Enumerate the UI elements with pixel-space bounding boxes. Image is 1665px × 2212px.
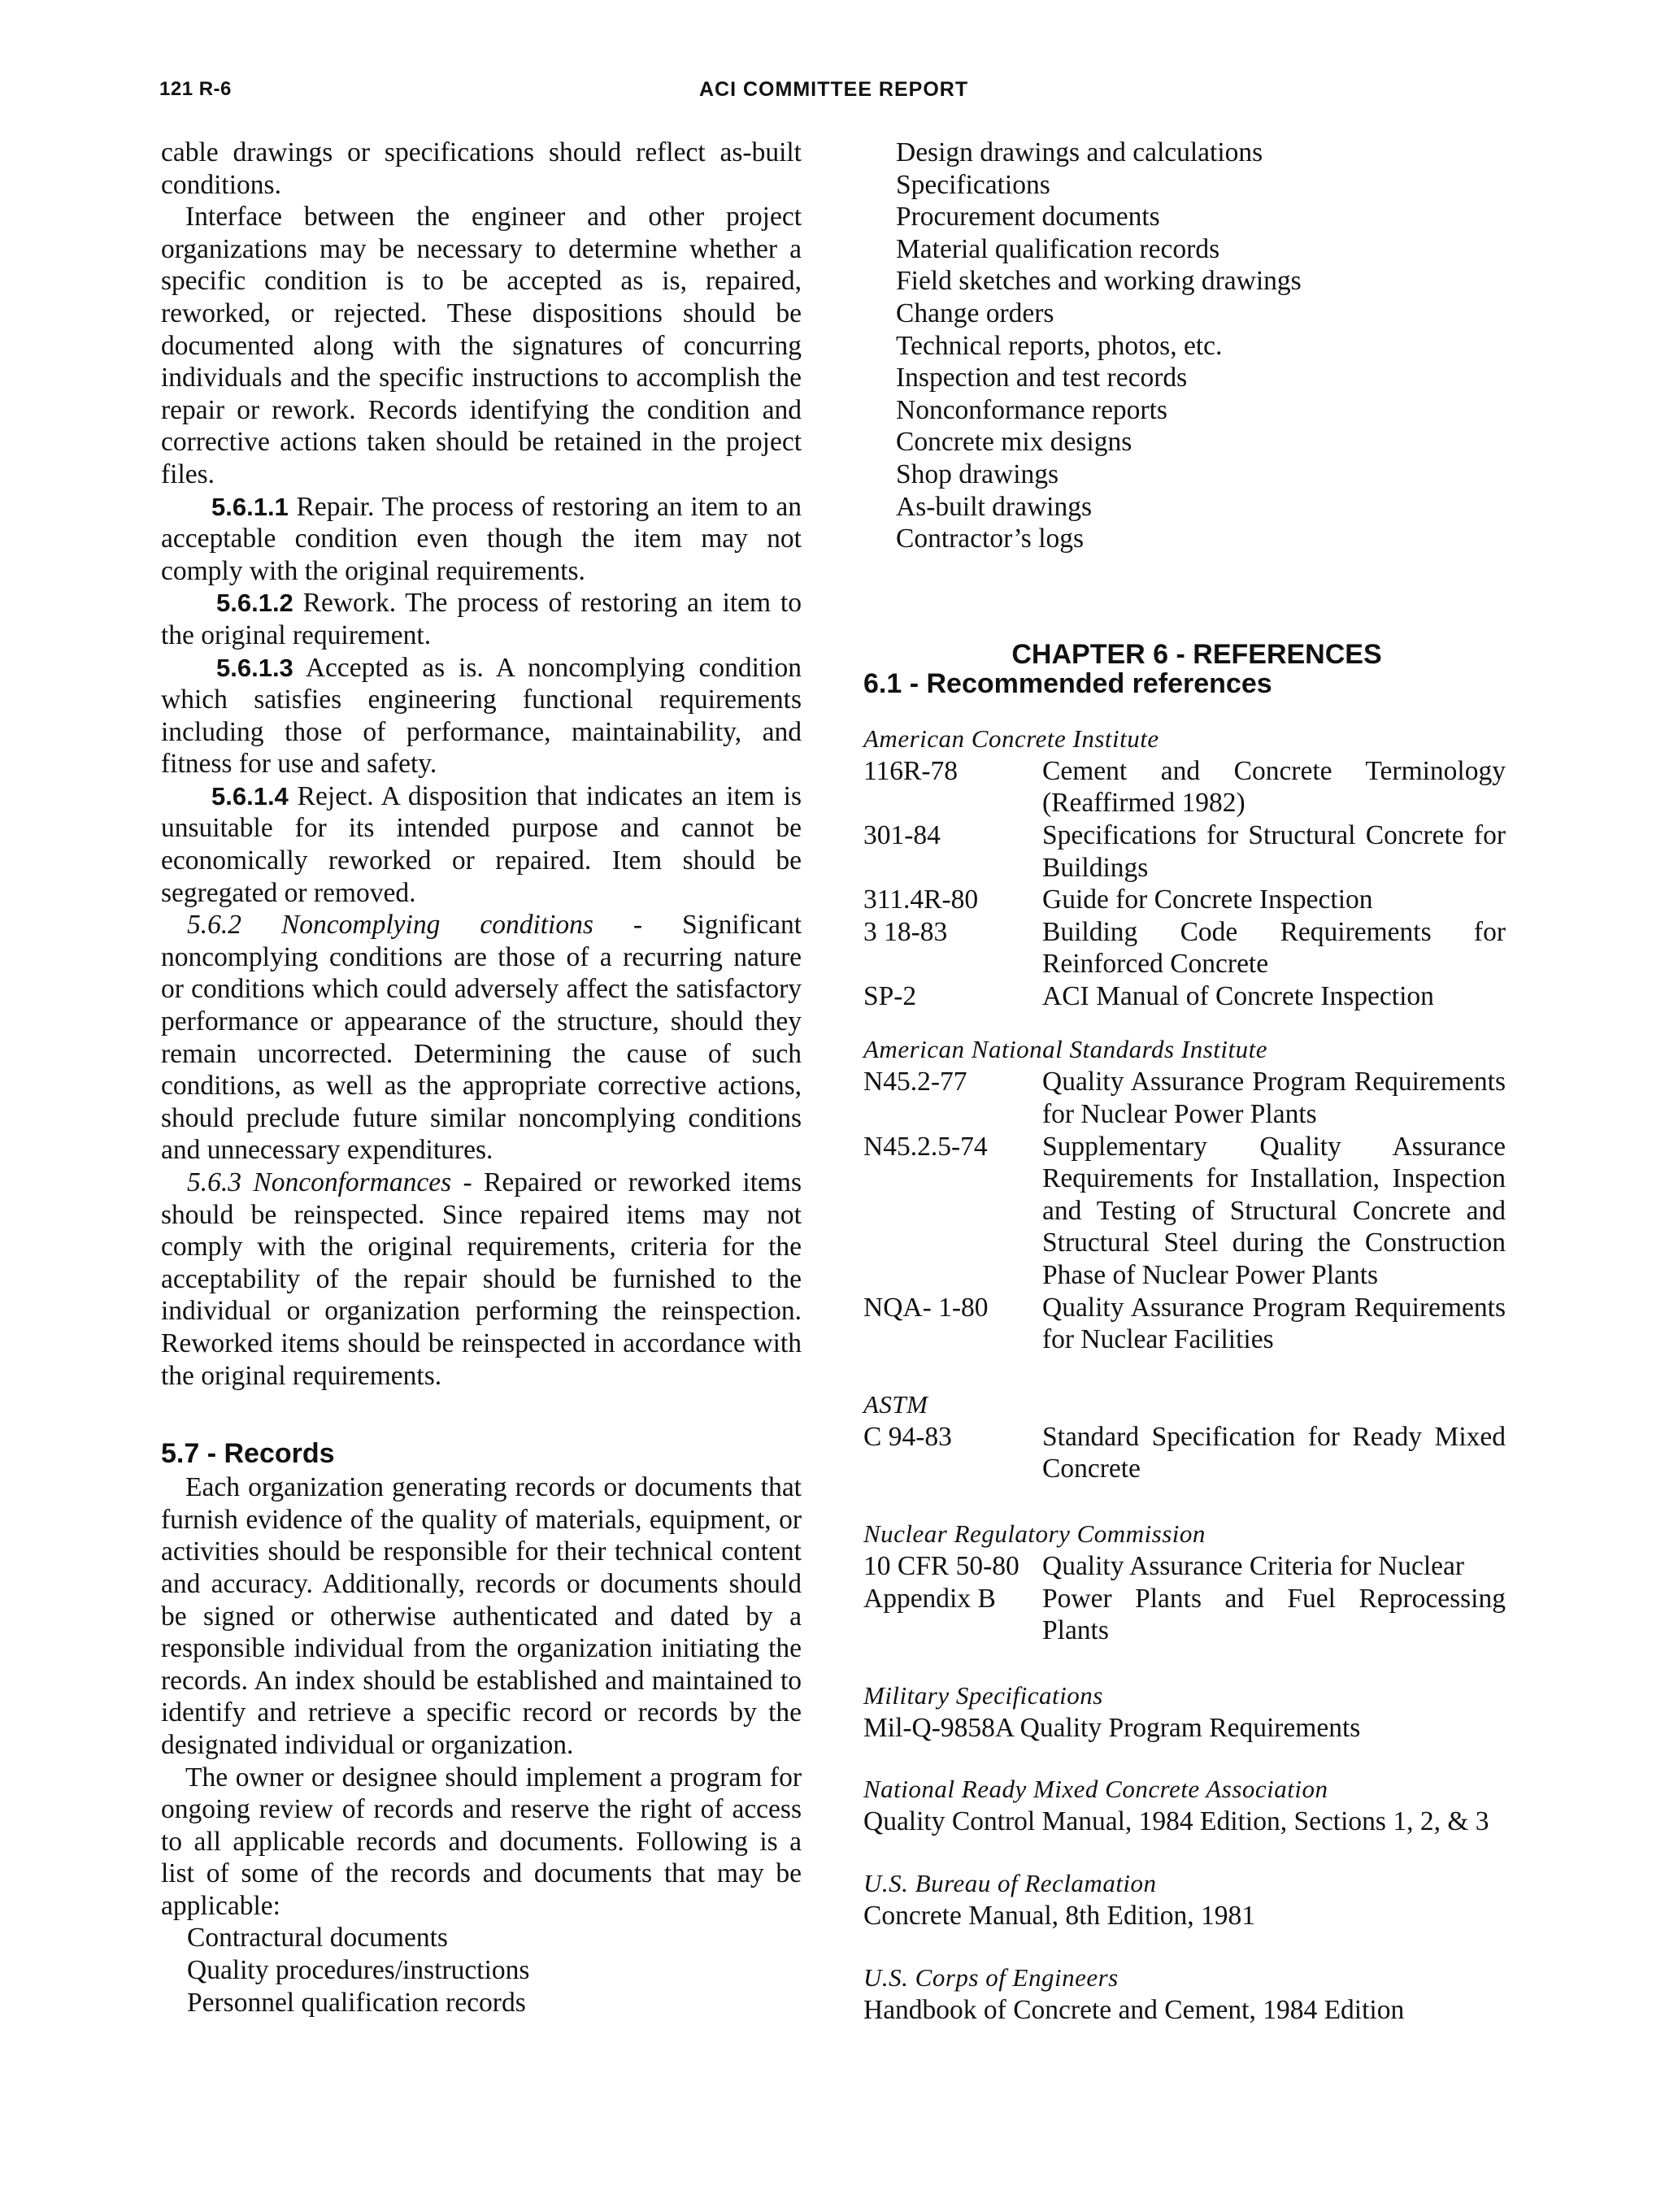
list-item: Technical reports, photos, etc.	[896, 330, 1223, 361]
ref-code: 311.4R-80	[863, 884, 979, 915]
ref-title: Quality Assurance Criteria for Nuclear	[1042, 1551, 1465, 1581]
ref-code: SP-2	[863, 980, 917, 1011]
table-row	[863, 1066, 1506, 1130]
table-row	[863, 755, 1506, 819]
ref-title: Standard Specification for Ready Mixed Concrete	[1042, 1421, 1506, 1484]
org-heading-ansi: American National Standards Institute	[863, 1035, 1267, 1064]
ref-code: 10 CFR 50-80	[863, 1551, 1019, 1581]
ref-title: Quality Assurance Program Requirements for Nuclear Facilities	[1042, 1292, 1506, 1355]
ref-text: Quality Control Manual, 1984 Edition, Sections 1, 2, & 3	[863, 1806, 1489, 1837]
table-row	[863, 1292, 1506, 1356]
org-heading-usbr: U.S. Bureau of Reclamation	[863, 1868, 1157, 1897]
section-text: Reject. A disposition that indicates an item is unsuitable for its intended purpose and cannot be economically reworked or repaired. Item should be segregated or removed.	[161, 780, 802, 908]
records-list	[161, 1922, 802, 2019]
list-item: Inspection and test records	[896, 363, 1188, 393]
ref-code: 116R-78	[863, 755, 959, 786]
org-heading-nrmca: National Ready Mixed Concrete Association	[863, 1775, 1328, 1804]
section-number: 5.6.1.3	[216, 653, 293, 682]
list-item: Nonconformance reports	[896, 394, 1167, 425]
table-row	[863, 1583, 1506, 1647]
list-item: Shop drawings	[896, 458, 1059, 489]
nrc-references	[863, 1550, 1506, 1647]
running-title: ACI COMMITTEE REPORT	[699, 78, 969, 101]
ref-title: Supplementary Quality Assurance Requirements for Installation, Inspection and Testing of Structural Concrete and Structural Steel during the Construction Phase of Nuclear Power Plants	[1042, 1131, 1506, 1291]
astm-references	[863, 1421, 1506, 1485]
paragraph: Interface between the engineer and other project organizations may be necessary to determine whether a specific condition is to be accepted as is, repaired, reworked, or rejected. These dispositions should be documented along with the signatures of concurring individuals and the specific instructions to accomplish the repair or rework. Records identifying the condition and corrective actions taken should be retained in the project files.	[161, 202, 802, 489]
records-list-continued	[863, 137, 1506, 555]
org-heading-military: Military Specifications	[863, 1680, 1103, 1710]
paragraph: cable drawings or specifications should reflect as-built conditions.	[161, 137, 802, 200]
ref-text: Mil-Q-9858A Quality Program Requirements	[863, 1712, 1361, 1743]
list-item: Specifications	[896, 169, 1050, 200]
list-item: Procurement documents	[896, 202, 1160, 232]
section-heading: 5.6.2 Noncomplying conditions	[187, 910, 593, 941]
list-item: Concrete mix designs	[896, 427, 1132, 458]
ref-code: N45.2.5-74	[863, 1131, 988, 1162]
page-number: 121 R-6	[159, 78, 232, 100]
ref-title: Cement and Concrete Terminology (Reaffirmed 1982)	[1042, 755, 1506, 819]
section-number: 5.6.1.2	[216, 589, 293, 618]
list-item: Design drawings and calculations	[896, 137, 1263, 167]
ref-title: Power Plants and Fuel Reprocessing Plants	[1042, 1583, 1506, 1646]
ref-code: C 94-83	[863, 1421, 952, 1452]
ref-code: N45.2-77	[863, 1067, 967, 1097]
ref-title: Quality Assurance Program Requirements for Nuclear Power Plants	[1042, 1067, 1506, 1130]
list-item: Field sketches and working drawings	[896, 266, 1302, 297]
section-text: Repair. The process of restoring an item to an acceptable condition even though the item may not comply with the original requirements.	[161, 491, 802, 586]
subsection-5-6-1-4	[161, 780, 802, 909]
org-heading-aci: American Concrete Institute	[863, 724, 1159, 753]
table-row	[863, 980, 1506, 1013]
subsection-5-6-1-2	[161, 587, 802, 651]
table-row	[863, 1131, 1506, 1292]
org-heading-astm: ASTM	[863, 1389, 928, 1419]
table-row	[863, 916, 1506, 980]
paragraph: Each organization generating records or documents that furnish evidence of the quality of materials, equipment, or activities should be responsible for their technical content and accuracy. Additionally, records or documents should be signed or otherwise authenticated and dated by a responsible individual from the organization initiating the records. An index should be established and maintained to identify and retrieve a specific record or records by the designated individual or organization.	[161, 1472, 802, 1760]
org-heading-usace: U.S. Corps of Engineers	[863, 1962, 1119, 1992]
chapter-title: CHAPTER 6 - REFERENCES	[1011, 638, 1382, 670]
table-row	[863, 884, 1506, 916]
ref-text: Concrete Manual, 8th Edition, 1981	[863, 1900, 1255, 1931]
list-item: Personnel qualification records	[187, 1987, 526, 2018]
ref-title: Specifications for Structural Concrete for Buildings	[1042, 819, 1506, 883]
paragraph: The owner or designee should implement a program for ongoing review of records and reserve the right of access to all applicable records and documents. Following is a list of some of the records and documents that may be applicable:	[161, 1762, 802, 1921]
list-item: Contractural documents	[187, 1923, 448, 1953]
subsection-5-6-1-3	[161, 652, 802, 780]
section-number: 5.6.1.1	[211, 492, 289, 521]
ref-title: Guide for Concrete Inspection	[1042, 884, 1373, 915]
section-text: - Significant noncomplying conditions are those of a recurring nature or conditions which could adversely affect the satisfactory performance or appearance of the structure, should they remain uncorrected. Determining the cause of such conditions, as well as the appropriate corrective actions, should preclude future similar noncomplying conditions and unnecessary expenditures.	[161, 910, 802, 1166]
list-item: Material qualification records	[896, 233, 1220, 264]
ref-code: Appendix B	[863, 1583, 996, 1614]
list-item: Contractor’s logs	[896, 524, 1085, 554]
section-text: Rework. The process of restoring an item to the original requirement.	[161, 588, 802, 650]
list-item: Quality procedures/instructions	[187, 1955, 530, 1986]
list-item: Change orders	[896, 298, 1054, 328]
section-text: Accepted as is. A noncomplying condition which satisfies engineering functional requirements including those of performance, maintainability, and fitness for use and safety.	[161, 652, 802, 780]
table-row	[863, 1550, 1506, 1583]
ref-text: Handbook of Concrete and Cement, 1984 Edition	[863, 1994, 1405, 2025]
subsection-5-6-1-1	[161, 491, 802, 588]
left-column	[161, 137, 802, 2019]
section-number: 5.6.1.4	[211, 781, 289, 810]
subsection-5-6-3	[161, 1167, 802, 1392]
ref-title: ACI Manual of Concrete Inspection	[1042, 980, 1434, 1011]
section-text: - Repaired or reworked items should be reinspected. Since repaired items may not comply with the original requirements, criteria for the acceptability of the repair should be furnished to the individual or organization performing the reinspection. Reworked items should be reinspected in accordance with the original requirements.	[161, 1167, 802, 1391]
table-row	[863, 1421, 1506, 1485]
ref-title: Building Code Requirements for Reinforced Concrete	[1042, 916, 1506, 980]
ref-code: 3 18-83	[863, 916, 948, 947]
table-row	[863, 819, 1506, 884]
subsection-5-6-2	[161, 909, 802, 1167]
aci-references	[863, 755, 1506, 1013]
org-heading-nrc: Nuclear Regulatory Commission	[863, 1519, 1206, 1548]
list-item: As-built drawings	[896, 491, 1092, 522]
section-heading-records: 5.7 - Records	[161, 1438, 335, 1470]
ref-code: 301-84	[863, 819, 941, 850]
ref-code: NQA- 1-80	[863, 1292, 989, 1323]
section-heading: 5.6.3 Nonconformances	[187, 1167, 452, 1197]
section-title: 6.1 - Recommended references	[863, 667, 1272, 699]
ansi-references	[863, 1066, 1506, 1355]
right-column	[863, 137, 1506, 2026]
